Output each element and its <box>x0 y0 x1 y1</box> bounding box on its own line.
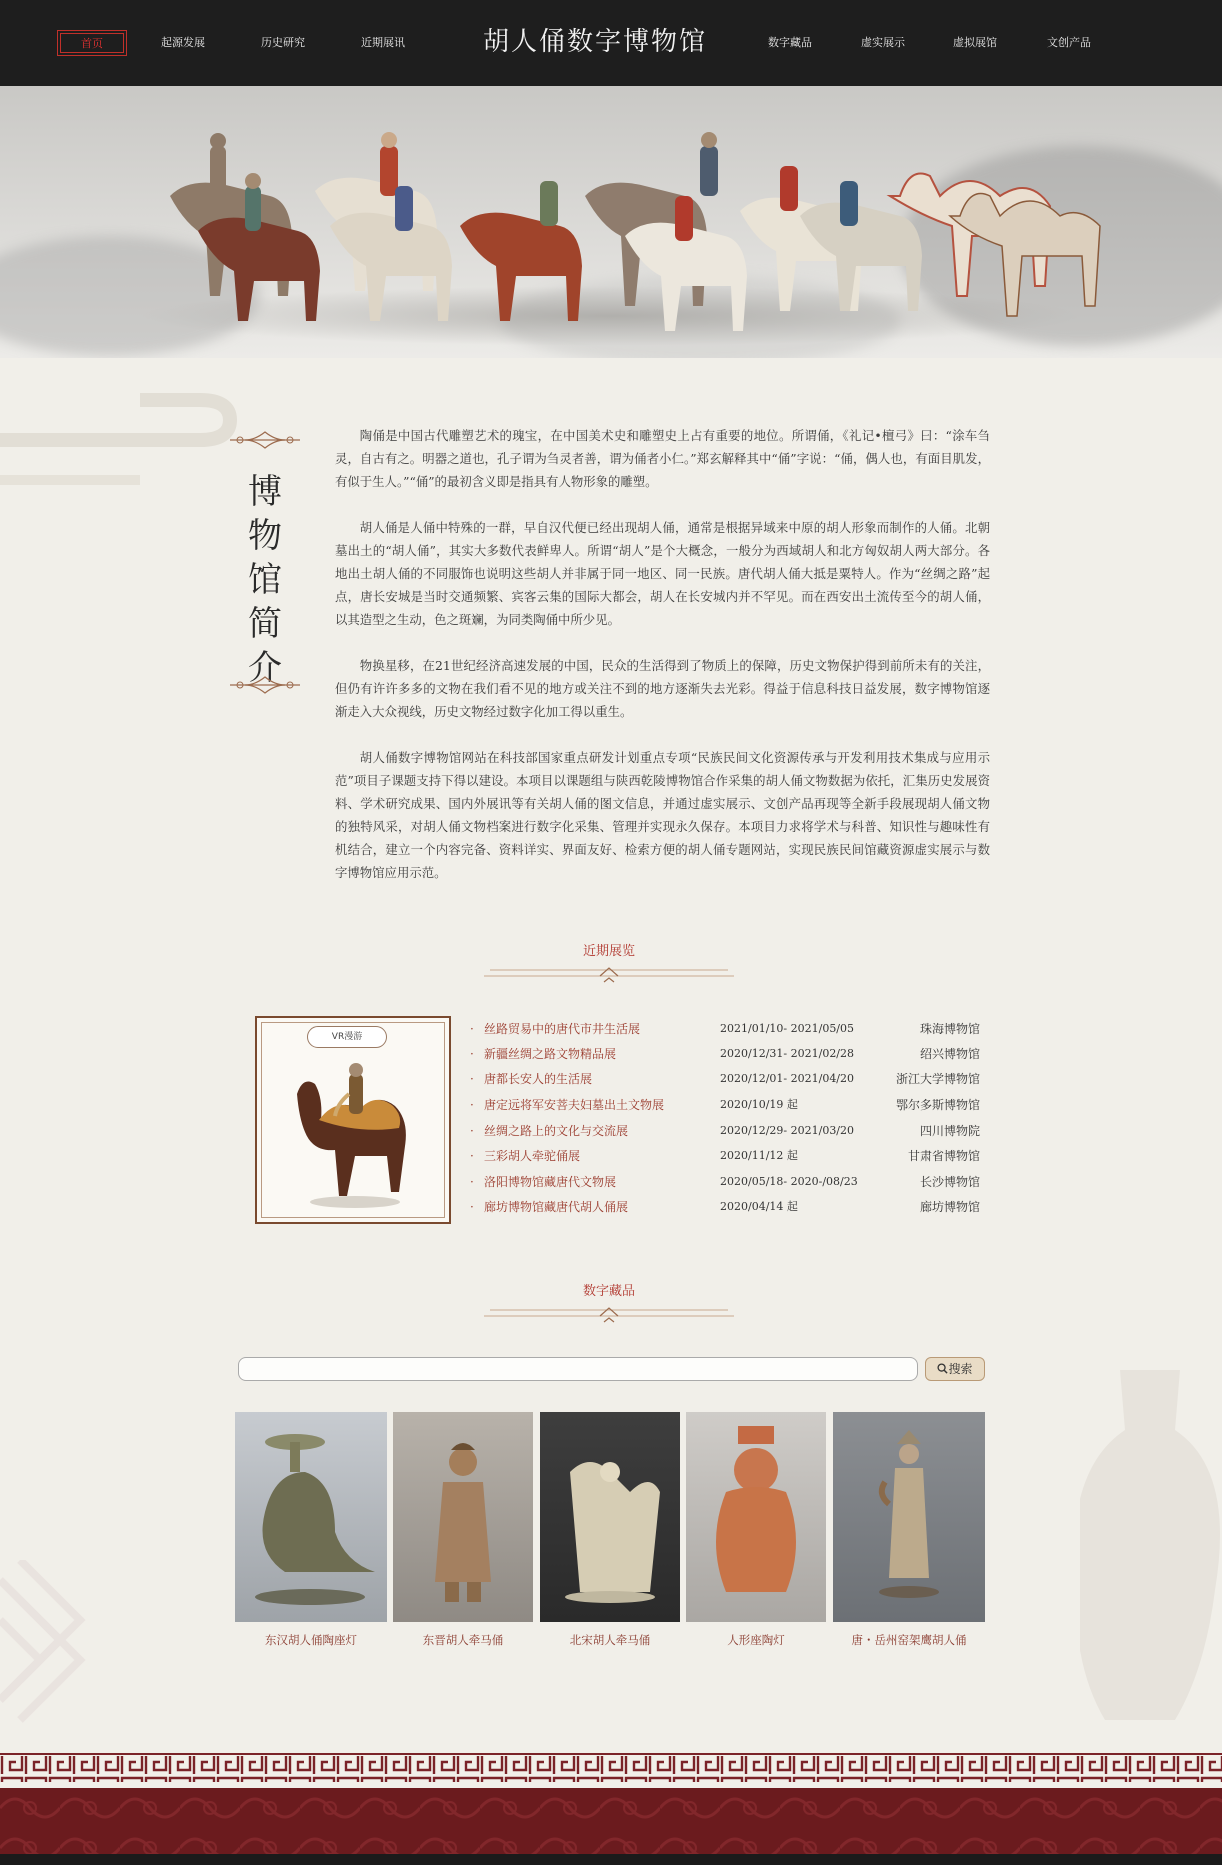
collection-item[interactable] <box>393 1412 533 1647</box>
vase-silhouette-decoration <box>1080 1370 1222 1720</box>
exhibition-name[interactable]: 洛阳博物馆藏唐代文物展 <box>484 1175 617 1189</box>
exhibition-row[interactable]: · 唐都长安人的生活展 2020/12/01- 2021/04/20 浙江大学博物馆 <box>470 1068 980 1090</box>
collection-title: 数字藏品 <box>582 1284 635 1299</box>
collection-item[interactable] <box>540 1412 680 1647</box>
nav-recent-exhibitions[interactable]: 近期展讯 <box>361 36 405 49</box>
exhibition-date: 2020/05/18- 2020-/08/23 <box>720 1175 858 1188</box>
intro-title-char: 物 <box>248 516 282 556</box>
collection-item[interactable] <box>686 1412 826 1647</box>
top-navigation-bar <box>0 0 1222 86</box>
search-button[interactable] <box>925 1357 985 1381</box>
collection-item[interactable] <box>235 1412 387 1647</box>
exhibition-date: 2020/04/14 起 <box>720 1200 798 1213</box>
exhibition-row[interactable]: · 洛阳博物馆藏唐代文物展 2020/05/18- 2020-/08/23 长沙博物馆 <box>470 1171 980 1193</box>
exhibition-date: 2020/11/12 起 <box>720 1149 798 1162</box>
exhibitions-section-header <box>480 940 738 990</box>
intro-title-char: 馆 <box>248 560 282 600</box>
exhibition-row[interactable]: · 唐定远将军安菩夫妇墓出土文物展 2020/10/19 起 鄂尔多斯博物馆 <box>470 1094 980 1116</box>
exhibition-name[interactable]: 丝路贸易中的唐代市井生活展 <box>484 1022 641 1036</box>
exhibition-name[interactable]: 唐都长安人的生活展 <box>484 1072 593 1086</box>
nav-home[interactable]: 首页 <box>57 30 127 56</box>
hero-banner-figurines <box>0 86 1222 358</box>
intro-text <box>335 424 990 907</box>
intro-paragraph: 陶俑是中国古代雕塑艺术的瑰宝，在中国美术史和雕塑史上占有重要的地位。所谓俑，《礼记•檀弓》曰：“涂车刍灵，自古有之。明器之道也，孔子谓为刍灵者善，谓为俑者小仁。”郑玄解释其中“俑”字说：“俑，偶人也，有面目肌发，有似于生人。”“俑”的最初含义即是指具有人物形象的雕塑。 <box>335 428 990 489</box>
intro-title <box>248 470 282 690</box>
ornament-top <box>228 430 302 450</box>
footer-bottom-bar <box>0 1854 1222 1865</box>
collection-item-image[interactable] <box>833 1412 985 1622</box>
vr-badge[interactable]: VR漫游 <box>307 1026 387 1048</box>
exhibition-date: 2020/12/31- 2021/02/28 <box>720 1047 855 1060</box>
figurines-illustration <box>0 86 1222 358</box>
exhibition-venue: 鄂尔多斯博物馆 <box>895 1098 980 1112</box>
vr-tour-card[interactable] <box>255 1016 451 1224</box>
intro-title-char: 介 <box>248 648 282 688</box>
camel-figurine-image <box>257 1054 449 1214</box>
fret-pattern-border <box>0 1752 1222 1788</box>
collection-item-caption[interactable]: 东汉胡人俑陶座灯 <box>265 1633 357 1647</box>
intro-title-char: 简 <box>248 604 282 644</box>
exhibitions-title: 近期展览 <box>582 944 635 959</box>
exhibition-venue: 浙江大学博物馆 <box>895 1072 980 1086</box>
nav-cultural-products[interactable]: 文创产品 <box>1047 36 1091 49</box>
exhibition-row[interactable]: · 新疆丝绸之路文物精品展 2020/12/31- 2021/02/28 绍兴博物馆 <box>470 1043 980 1065</box>
intro-title-char: 博 <box>248 472 282 512</box>
collection-search-input[interactable] <box>238 1357 918 1381</box>
exhibition-row[interactable]: · 三彩胡人牵驼俑展 2020/11/12 起 甘肃省博物馆 <box>470 1145 980 1167</box>
search-button-label: 搜索 <box>948 1362 973 1376</box>
exhibition-row[interactable]: · 丝路贸易中的唐代市井生活展 2021/01/10- 2021/05/05 珠海博物馆 <box>470 1018 980 1040</box>
ornament-bottom <box>228 675 302 695</box>
collection-item-caption[interactable]: 北宋胡人牵马俑 <box>569 1633 651 1647</box>
exhibition-name[interactable]: 廊坊博物馆藏唐代胡人俑展 <box>484 1200 629 1214</box>
intro-paragraph: 胡人俑数字博物馆网站在科技部国家重点研发计划重点专项“民族民间文化资源传承与开发利用技术集成与应用示范”项目子课题支持下得以建设。本项目以课题组与陕西乾陵博物馆合作采集的胡人俑文物数据为依托，汇集历史发展资料、学术研究成果、国内外展讯等有关胡人俑的图文信息，并通过虚实展示、文创产品再现等全新手段展现胡人俑文物的独特风采，对胡人俑文物档案进行数字化采集、管理并实现永久保存。本项目力求将学术与科普、知识性与趣味性有机结合，建立一个内容完备、资料详实、界面友好、检索方便的胡人俑专题网站，实现民族民间馆藏资源虚实展示与数字博物馆应用示范。 <box>335 750 990 880</box>
search-icon <box>937 1363 948 1374</box>
site-title: 胡人俑数字博物馆 <box>482 27 707 57</box>
collection-item-caption[interactable]: 东晋胡人牵马俑 <box>422 1633 504 1647</box>
exhibition-date: 2021/01/10- 2021/05/05 <box>720 1022 855 1035</box>
exhibition-venue: 廊坊博物馆 <box>919 1200 980 1214</box>
collection-item[interactable] <box>833 1412 985 1647</box>
collection-item-image[interactable] <box>540 1412 680 1622</box>
nav-virtual-hall[interactable]: 虚拟展馆 <box>953 36 997 49</box>
exhibition-name[interactable]: 三彩胡人牵驼俑展 <box>484 1149 581 1163</box>
collection-item-image[interactable] <box>393 1412 533 1622</box>
collection-section-header <box>480 1280 738 1330</box>
collection-item-caption[interactable]: 唐・岳州窑架鹰胡人俑 <box>851 1633 967 1647</box>
exhibition-venue: 长沙博物馆 <box>919 1175 980 1189</box>
nav-history-research[interactable]: 历史研究 <box>261 36 305 49</box>
footer-band <box>0 1788 1222 1854</box>
collection-item-caption[interactable]: 人形座陶灯 <box>727 1633 785 1647</box>
exhibition-name[interactable]: 唐定远将军安菩夫妇墓出土文物展 <box>484 1098 665 1112</box>
endless-knot-decoration <box>0 1560 100 1740</box>
nav-virtual-display[interactable]: 虚实展示 <box>861 36 905 49</box>
exhibition-row[interactable]: · 廊坊博物馆藏唐代胡人俑展 2020/04/14 起 廊坊博物馆 <box>470 1196 980 1218</box>
exhibition-row[interactable]: · 丝绸之路上的文化与交流展 2020/12/29- 2021/03/20 四川博物院 <box>470 1120 980 1142</box>
nav-origin-development[interactable]: 起源发展 <box>161 36 205 49</box>
intro-paragraph: 物换星移，在21世纪经济高速发展的中国，民众的生活得到了物质上的保障，历史文物保护得到前所未有的关注，但仍有许许多多的文物在我们看不见的地方或关注不到的地方逐渐失去光彩。得益于信息科技日益发展，数字博物馆逐渐走入大众视线，历史文物经过数字化加工得以重生。 <box>335 658 990 719</box>
exhibition-name[interactable]: 丝绸之路上的文化与交流展 <box>484 1124 629 1138</box>
collection-item-image[interactable] <box>235 1412 387 1622</box>
nav-digital-collection[interactable]: 数字藏品 <box>768 36 812 49</box>
exhibition-venue: 绍兴博物馆 <box>919 1047 980 1061</box>
exhibition-venue: 甘肃省博物馆 <box>907 1149 980 1163</box>
exhibition-date: 2020/10/19 起 <box>720 1098 798 1111</box>
exhibition-date: 2020/12/01- 2021/04/20 <box>720 1072 855 1085</box>
intro-paragraph: 胡人俑是人俑中特殊的一群，早自汉代便已经出现胡人俑，通常是根据异域来中原的胡人形象而制作的人俑。北朝墓出土的“胡人俑”，其实大多数代表鲜卑人。所谓“胡人”是个大概念，一般分为西域胡人和北方匈奴胡人两大部分。各地出土胡人俑的不同服饰也说明这些胡人并非属于同一地区、同一民族。唐代胡人俑大抵是粟特人。作为“丝绸之路”起点，唐长安城是当时交通频繁、宾客云集的国际大都会，胡人在长安城内并不罕见。而在西安出土流传至今的胡人俑，以其造型之生动，色之斑斓，为同类陶俑中所少见。 <box>335 520 990 627</box>
exhibition-venue: 珠海博物馆 <box>919 1022 980 1036</box>
collection-item-image[interactable] <box>686 1412 826 1622</box>
exhibition-name[interactable]: 新疆丝绸之路文物精品展 <box>484 1047 617 1061</box>
exhibition-date: 2020/12/29- 2021/03/20 <box>720 1124 855 1137</box>
exhibition-venue: 四川博物院 <box>919 1124 980 1138</box>
